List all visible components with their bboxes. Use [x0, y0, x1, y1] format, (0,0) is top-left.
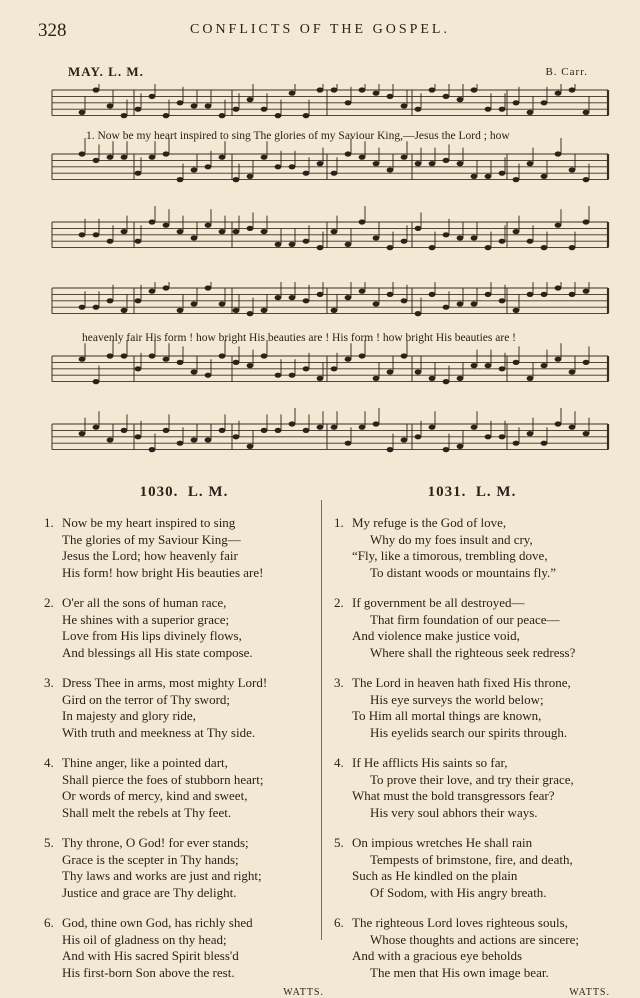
stanza-number: 4. — [44, 755, 54, 770]
stanza-number: 3. — [44, 675, 54, 690]
stanza-text: Shall melt the rebels at Thy feet. — [62, 804, 232, 820]
staff-2-alto — [52, 340, 608, 384]
stanza-text: Such as He kindled on the plain — [352, 868, 518, 883]
stanza-text: And with His sacred Spirit bless'd — [62, 948, 239, 963]
stanza-line — [44, 565, 324, 582]
stanza-text: His eyelids search our spirits through. — [370, 724, 568, 740]
stanza-line — [334, 772, 610, 789]
staff-1-bass — [52, 206, 608, 250]
stanza-number: 3. — [334, 675, 344, 690]
stanza-number: 1. — [334, 515, 344, 530]
tune-name: MAY. L. M. — [68, 64, 144, 79]
stanza-line — [44, 532, 324, 549]
stanza-line — [334, 515, 610, 532]
stanza-text: Why do my foes insult and cry, — [370, 531, 533, 547]
stanza-line — [334, 915, 610, 932]
stanza-text: Justice and grace are Thy delight. — [62, 884, 237, 900]
stanza-text: On impious wretches He shall rain — [352, 835, 533, 850]
stanza-text: “Fly, like a timorous, trembling dove, — [352, 548, 548, 563]
stanza-line — [44, 868, 324, 885]
stanza — [44, 675, 324, 741]
stanza-list — [334, 515, 610, 981]
stanza-line — [334, 932, 610, 949]
stanza-text: Gird on the terror of Thy sword; — [62, 691, 231, 707]
stanza-number: 5. — [334, 835, 344, 850]
stanza-line — [334, 612, 610, 629]
stanza-line — [44, 772, 324, 789]
stanza-text: His very soul abhors their ways. — [370, 804, 538, 820]
stanza-text: With truth and meekness at Thy side. — [62, 724, 256, 740]
stanza-text: And violence make justice void, — [352, 628, 520, 643]
stanza-line — [44, 595, 324, 612]
stanza-text: If He afflicts His saints so far, — [352, 755, 508, 770]
stanza-text: Whose thoughts and actions are sincere; — [370, 931, 580, 947]
stanza — [334, 675, 610, 741]
stanza-text: O'er all the sons of human race, — [62, 595, 227, 610]
stanza-line — [334, 628, 610, 645]
stanza — [334, 915, 610, 981]
stanza-text: God, thine own God, has richly shed — [62, 915, 253, 930]
stanza-number: 4. — [334, 755, 344, 770]
stanza-text: His eye surveys the world below; — [370, 691, 544, 707]
stanza-line — [334, 532, 610, 549]
stanza-line — [44, 965, 324, 982]
stanza — [334, 595, 610, 661]
stanza-line — [44, 755, 324, 772]
stanza-text: His first-born Son above the rest. — [62, 964, 235, 980]
staff-1-alto — [52, 138, 608, 182]
stanza-line — [334, 645, 610, 662]
stanza-line — [44, 915, 324, 932]
stanza-text: Shall pierce the foes of stubborn heart; — [62, 771, 264, 787]
stanza-line — [44, 948, 324, 965]
stanza-text: Of Sodom, with His angry breath. — [370, 884, 547, 900]
stanza-line — [334, 948, 610, 965]
stanza-line — [334, 788, 610, 805]
running-head: CONFLICTS OF THE GOSPEL. — [190, 22, 450, 37]
stanza-number: 6. — [334, 915, 344, 930]
lyric-line-1: 1. Now be my heart inspired to sing The glories of my Saviour King,—Jesus the Lord ; how — [86, 130, 510, 142]
stanza-line — [334, 692, 610, 709]
stanza-text: To prove their love, and try their grace, — [370, 771, 574, 787]
stanza-line — [44, 788, 324, 805]
stanza-line — [334, 835, 610, 852]
author: WATTS. — [569, 987, 610, 998]
stanza — [334, 835, 610, 901]
stanza-text: The righteous Lord loves righteous souls, — [352, 915, 568, 930]
stanza-text: To distant woods or mountains fly.” — [370, 564, 557, 580]
stanza-line — [44, 515, 324, 532]
lyric-line-2: heavenly fair His form ! how bright His beauties are ! His form ! how bright His beauties are ! — [82, 332, 517, 344]
stanza-line — [44, 645, 324, 662]
stanza-text: His form! how bright His beauties are! — [62, 564, 264, 580]
stanza-text: If government be all destroyed— — [352, 595, 525, 610]
stanza-line — [334, 548, 610, 565]
stanza-line — [44, 932, 324, 949]
stanza-line — [44, 805, 324, 822]
stanza — [44, 595, 324, 661]
stanza-text: Grace is the scepter in Thy hands; — [62, 851, 239, 867]
stanza — [334, 515, 610, 581]
stanza-text: Tempests of brimstone, fire, and death, — [370, 851, 573, 867]
stanza-line — [334, 805, 610, 822]
stanza-line — [44, 612, 324, 629]
hymn-1030 — [44, 484, 324, 998]
stanza-number: 2. — [334, 595, 344, 610]
stanza-text: His oil of gladness on thy head; — [62, 931, 227, 947]
hymn-number: 1030. L. M. — [139, 484, 229, 500]
page-number: 328 — [38, 20, 67, 41]
stanza-text: To Him all mortal things are known, — [352, 708, 542, 723]
stanza-text: The glories of my Saviour King— — [62, 531, 241, 547]
stanza-text: Or words of mercy, kind and sweet, — [62, 788, 248, 803]
stanza-number: 5. — [44, 835, 54, 850]
staff-2-treble — [52, 282, 608, 316]
stanza-line — [334, 755, 610, 772]
stanza-line — [334, 708, 610, 725]
stanza-line — [334, 565, 610, 582]
stanza-text: My refuge is the God of love, — [352, 515, 507, 530]
stanza-text: Love from His lips divinely flows, — [62, 628, 242, 643]
stanza-text: Jesus the Lord; how heavenly fair — [62, 548, 238, 563]
stanza-text: Thine anger, like a pointed dart, — [62, 755, 228, 770]
stanza — [334, 755, 610, 821]
stanza-text: That firm foundation of our peace— — [370, 611, 560, 627]
stanza-number: 1. — [44, 515, 54, 530]
stanza-text: Thy throne, O God! for ever stands; — [62, 835, 249, 850]
hymn-1031 — [334, 484, 610, 998]
music-system-2 — [42, 282, 612, 464]
stanza-text: And with a gracious eye beholds — [352, 948, 523, 963]
stanza-number: 2. — [44, 595, 54, 610]
music-system-1 — [42, 84, 612, 264]
stanza-line — [334, 852, 610, 869]
stanza — [44, 835, 324, 901]
staff-1-treble — [52, 84, 608, 118]
stanza-line — [44, 852, 324, 869]
staff-group-2 — [42, 282, 612, 464]
stanza-text: Thy laws and works are just and right; — [62, 868, 262, 883]
hymn-number: 1031. L. M. — [427, 484, 517, 500]
stanza-line — [334, 868, 610, 885]
author: WATTS. — [283, 987, 324, 998]
stanza-list — [44, 515, 324, 981]
stanza-line — [334, 725, 610, 742]
stanza — [44, 915, 324, 981]
stanza-line — [44, 708, 324, 725]
stanza-line — [44, 835, 324, 852]
stanza-text: In majesty and glory ride, — [62, 708, 196, 723]
stanza-line — [44, 885, 324, 902]
stanza-text: The men that His own image bear. — [370, 964, 549, 980]
stanza-text: And blessings all His state compose. — [62, 644, 253, 660]
stanza-number: 6. — [44, 915, 54, 930]
stanza-text: What must the bold transgressors fear? — [352, 788, 555, 803]
composer: B. Carr. — [545, 66, 588, 78]
page-header — [38, 20, 602, 40]
stanza-line — [44, 692, 324, 709]
stanza-line — [44, 675, 324, 692]
stanza-text: Dress Thee in arms, most mighty Lord! — [62, 675, 268, 690]
staff-2-bass — [52, 408, 608, 452]
stanza-line — [334, 595, 610, 612]
stanza — [44, 755, 324, 821]
stanza-text: Now be my heart inspired to sing — [62, 515, 236, 530]
stanza-line — [44, 725, 324, 742]
stanza — [44, 515, 324, 581]
stanza-line — [44, 628, 324, 645]
stanza-line — [334, 675, 610, 692]
stanza-line — [44, 548, 324, 565]
stanza-text: Where shall the righteous seek redress? — [370, 644, 576, 660]
stanza-text: The Lord in heaven hath fixed His throne, — [352, 675, 571, 690]
stanza-text: He shines with a superior grace; — [62, 611, 230, 627]
stanza-line — [334, 885, 610, 902]
stanza-line — [334, 965, 610, 982]
staff-group-1 — [42, 84, 612, 264]
